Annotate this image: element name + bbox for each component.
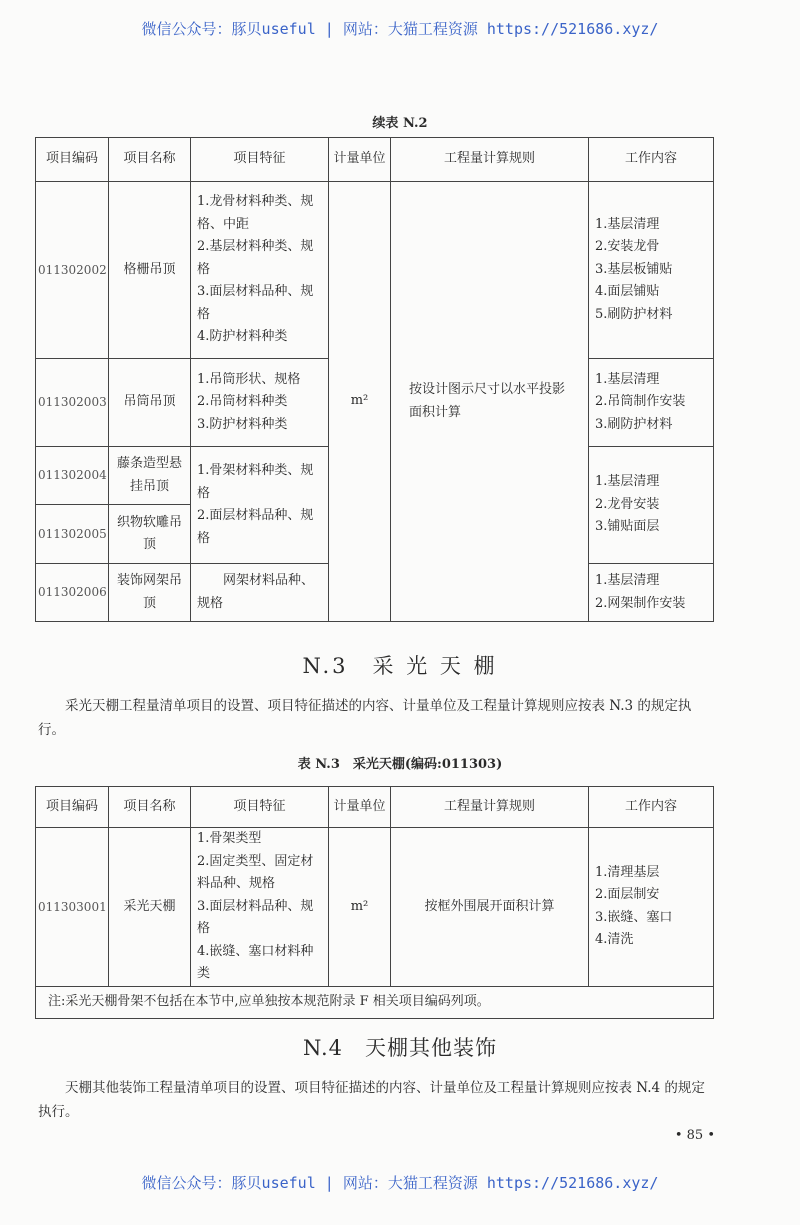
- item-features: [191, 182, 329, 359]
- item-code: 011302002: [36, 182, 109, 359]
- header-cell: 工程量计算规则: [391, 787, 589, 828]
- feature: 2.面层材料品种、规格: [197, 508, 314, 546]
- header-cell: 项目特征: [191, 787, 329, 828]
- calc-rule: [391, 182, 589, 622]
- feature: 1.龙骨材料种类、规格、中距: [197, 194, 314, 232]
- section-paragraph: 天棚其他装饰工程量清单项目的设置、项目特征描述的内容、计量单位及工程量计算规则应按表 N.4 的规定执行。: [38, 1080, 705, 1120]
- item-code: 011303001: [36, 828, 109, 987]
- header-cell: 项目名称: [109, 138, 191, 182]
- header-cell: 工作内容: [589, 787, 714, 828]
- work-item: 1.基层清理: [595, 371, 660, 387]
- work-item: 2.龙骨安装: [595, 496, 660, 512]
- item-features: [191, 447, 329, 564]
- watermark-top: 微信公众号：豚贝useful | 网站：大猫工程资源 https://521686.xyz/: [141, 20, 659, 38]
- header-cell: 项目特征: [191, 138, 329, 182]
- work-item: 2.面层制安: [595, 887, 660, 903]
- calc-rule: 按框外围展开面积计算: [391, 828, 589, 987]
- work-item: 5.刷防护材料: [595, 306, 673, 322]
- feature: 4.防护材料种类: [197, 329, 288, 345]
- section-heading-n3: N.3 采 光 天 棚: [302, 654, 498, 678]
- work-content: [589, 828, 714, 987]
- work-item: 1.基层清理: [595, 474, 660, 490]
- section-heading-n4: N.4 天棚其他装饰: [302, 1036, 498, 1060]
- work-item: 3.基层板铺贴: [595, 261, 673, 277]
- header-cell: 项目编码: [36, 787, 109, 828]
- table-header-row: [36, 787, 714, 828]
- table-row: [36, 182, 714, 359]
- item-name: 吊筒吊顶: [109, 359, 191, 447]
- item-code: 011302005: [36, 505, 109, 564]
- table-n3: [35, 786, 714, 1019]
- item-features: [191, 564, 329, 622]
- work-item: 3.嵌缝、塞口: [595, 909, 673, 925]
- header-cell: 工程量计算规则: [391, 138, 589, 182]
- feature: 4.嵌缝、塞口材料种类: [197, 943, 314, 981]
- work-item: 4.清洗: [595, 932, 634, 948]
- item-name: 采光天棚: [109, 828, 191, 987]
- work-content: [589, 182, 714, 359]
- work-item: 1.清理基层: [595, 864, 660, 880]
- feature: 2.基层材料种类、规格: [197, 239, 314, 277]
- work-item: 3.刷防护材料: [595, 416, 673, 432]
- feature: 2.吊筒材料种类: [197, 394, 288, 410]
- work-item: 3.铺贴面层: [595, 519, 660, 535]
- work-content: [589, 564, 714, 622]
- work-item: 4.面层铺贴: [595, 284, 660, 300]
- header-cell: 计量单位: [329, 138, 391, 182]
- item-features: [191, 359, 329, 447]
- feature: 1.吊筒形状、规格: [197, 371, 301, 387]
- item-features: [191, 828, 329, 987]
- page-number: • 85 •: [674, 1128, 715, 1143]
- item-name: 藤条造型悬挂吊顶: [109, 447, 191, 505]
- feature: 3.面层材料品种、规格: [197, 284, 314, 322]
- header-cell: 项目编码: [36, 138, 109, 182]
- calc-rule-text: 按设计图示尺寸以水平投影面积计算: [409, 382, 566, 420]
- item-name: 装饰网架吊顶: [109, 564, 191, 622]
- table-row: [36, 828, 714, 987]
- item-code: 011302004: [36, 447, 109, 505]
- item-code: 011302006: [36, 564, 109, 622]
- item-code: 011302003: [36, 359, 109, 447]
- table-note: 注:采光天棚骨架不包括在本节中,应单独按本规范附录 F 相关项目编码列项。: [36, 986, 714, 1018]
- work-content: [589, 447, 714, 564]
- table-n2-continued: [35, 137, 714, 622]
- item-name: 格栅吊顶: [109, 182, 191, 359]
- feature: 3.面层材料品种、规格: [197, 898, 314, 936]
- work-item: 2.安装龙骨: [595, 239, 660, 255]
- work-content: [589, 359, 714, 447]
- unit: m²: [329, 182, 391, 622]
- table-caption: 表 N.3 采光天棚(编码:011303): [297, 757, 503, 772]
- work-item: 2.网架制作安装: [595, 595, 686, 611]
- watermark-bottom: 微信公众号：豚贝useful | 网站：大猫工程资源 https://521686.xyz/: [141, 1174, 659, 1192]
- header-cell: 项目名称: [109, 787, 191, 828]
- header-cell: 计量单位: [329, 787, 391, 828]
- work-item: 1.基层清理: [595, 216, 660, 232]
- header-cell: 工作内容: [589, 138, 714, 182]
- unit: m²: [329, 828, 391, 987]
- table-header-row: [36, 138, 714, 182]
- feature: 1.骨架类型: [197, 831, 262, 846]
- table-caption: 续表 N.2: [372, 116, 428, 131]
- feature: 1.骨架材料种类、规格: [197, 463, 314, 501]
- work-item: 2.吊筒制作安装: [595, 394, 686, 410]
- feature: 3.防护材料种类: [197, 416, 288, 432]
- item-name: 织物软雕吊顶: [109, 505, 191, 564]
- work-item: 1.基层清理: [595, 573, 660, 588]
- section-paragraph: 采光天棚工程量清单项目的设置、项目特征描述的内容、计量单位及工程量计算规则应按表 N.3 的规定执行。: [38, 698, 692, 738]
- feature: 2.固定类型、固定材料品种、规格: [197, 853, 314, 891]
- feature: 网架材料品种、规格: [197, 573, 315, 611]
- table-note-row: [36, 986, 714, 1018]
